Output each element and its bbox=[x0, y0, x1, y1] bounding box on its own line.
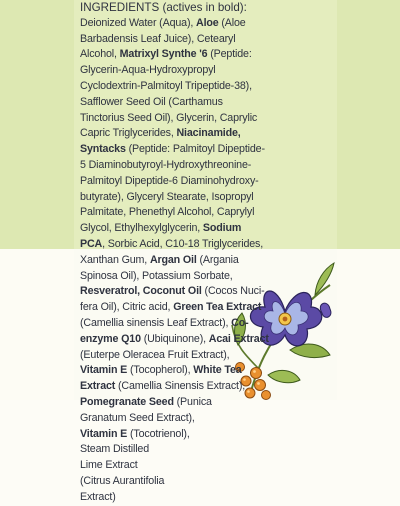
active-ingredient-text: White Tea bbox=[193, 364, 242, 377]
ingredient-line bbox=[80, 269, 332, 285]
ingredient-text: (Cocos Nuci- bbox=[201, 285, 265, 298]
ingredient-text: Palmitoyl Dipeptide-6 Diaminohydroxy- bbox=[80, 174, 259, 187]
active-ingredient-text: Vitamin E bbox=[80, 427, 128, 440]
ingredient-line bbox=[80, 63, 332, 79]
ingredient-text: (Argania bbox=[196, 253, 239, 266]
active-ingredient-text: Aloe bbox=[196, 16, 219, 29]
ingredient-line bbox=[80, 363, 332, 379]
ingredient-line bbox=[80, 316, 332, 332]
ingredient-text: (Ubiquinone), bbox=[140, 332, 209, 345]
ingredient-line bbox=[80, 79, 332, 95]
ingredient-text: Spinosa Oil), Potassium Sorbate, bbox=[80, 269, 233, 282]
ingredients-heading: INGREDIENTS (actives in bold): bbox=[80, 1, 247, 14]
ingredient-text: Xanthan Gum, bbox=[80, 253, 150, 266]
ingredient-text: Safflower Seed Oil (Carthamus bbox=[80, 95, 223, 108]
ingredient-text: Glycerin-Aqua-Hydroxypropyl bbox=[80, 64, 216, 77]
ingredient-line bbox=[80, 379, 332, 395]
active-ingredient-text: Extract bbox=[80, 380, 116, 393]
ingredient-text: (Punica bbox=[173, 395, 212, 408]
ingredient-line bbox=[80, 395, 332, 411]
ingredient-text: Glycol, Ethylhexylglycerin, bbox=[80, 222, 203, 235]
active-ingredient-text: Resveratrol, Coconut Oil bbox=[80, 285, 202, 298]
ingredient-text: fera Oil), Citric acid, bbox=[80, 301, 174, 314]
ingredient-line bbox=[80, 253, 332, 269]
ingredient-text: Granatum Seed Extract), bbox=[80, 411, 195, 424]
active-ingredient-text: Syntacks bbox=[80, 143, 126, 156]
active-ingredient-text: Sodium bbox=[202, 222, 242, 235]
ingredient-line bbox=[80, 474, 332, 490]
ingredient-line bbox=[80, 174, 332, 190]
ingredient-line bbox=[80, 221, 332, 237]
active-ingredient-text: Niacinamide, bbox=[176, 127, 241, 140]
ingredient-line bbox=[80, 411, 332, 427]
active-ingredient-text: Pomegranate Seed bbox=[80, 395, 174, 408]
ingredient-line bbox=[80, 442, 332, 458]
ingredient-line bbox=[80, 490, 332, 506]
ingredient-text: , Sorbic Acid, C10-18 Triglycerides, bbox=[102, 237, 264, 250]
ingredient-line bbox=[80, 190, 332, 206]
ingredient-text: Tinctorius Seed Oil), Glycerin, Caprylic bbox=[80, 111, 258, 124]
ingredient-text: (Tocopherol), bbox=[127, 364, 194, 377]
ingredient-text: Alcohol, bbox=[80, 48, 120, 61]
ingredient-text: (Peptide: Palmitoyl Dipeptide- bbox=[125, 143, 265, 156]
ingredient-line bbox=[80, 111, 332, 127]
active-ingredient-text: Co- bbox=[231, 316, 249, 329]
active-ingredient-text: Vitamin E bbox=[80, 364, 128, 377]
ingredient-text: Lime Extract bbox=[80, 459, 138, 472]
ingredient-line bbox=[80, 205, 332, 221]
ingredient-line bbox=[80, 126, 332, 142]
ingredient-line bbox=[80, 427, 332, 443]
ingredient-line bbox=[80, 16, 332, 32]
ingredient-text: (Aloe bbox=[218, 16, 246, 29]
ingredient-line bbox=[80, 142, 332, 158]
ingredient-line bbox=[80, 458, 332, 474]
ingredient-line bbox=[80, 158, 332, 174]
ingredient-text: Steam Distilled bbox=[80, 443, 150, 456]
ingredient-text: Palmitate, Phenethyl Alcohol, Caprylyl bbox=[80, 206, 255, 219]
ingredient-line bbox=[80, 332, 332, 348]
ingredient-line bbox=[80, 32, 332, 48]
ingredient-line bbox=[80, 237, 332, 253]
ingredient-text: (Tocotrienol), bbox=[127, 427, 190, 440]
ingredient-text: (Citrus Aurantifolia bbox=[80, 474, 165, 487]
ingredient-text: Cyclodextrin-Palmitoyl Tripeptide-38), bbox=[80, 79, 252, 92]
ingredient-text: Barbadensis Leaf Juice), Cetearyl bbox=[80, 32, 236, 45]
active-ingredient-text: Green Tea Extract bbox=[173, 301, 262, 314]
ingredient-line bbox=[80, 284, 332, 300]
ingredient-text: butyrate), Glyceryl Stearate, Isopropyl bbox=[80, 190, 254, 203]
ingredients-list bbox=[80, 0, 332, 506]
ingredient-text: Deionized Water (Aqua), bbox=[80, 16, 196, 29]
active-ingredient-text: enzyme Q10 bbox=[80, 332, 141, 345]
active-ingredient-text: Argan Oil bbox=[149, 253, 197, 266]
ingredient-text: (Euterpe Oleracea Fruit Extract), bbox=[80, 348, 230, 361]
ingredient-text: (Peptide: bbox=[207, 48, 252, 61]
ingredient-text: (Camellia Sinensis Extract), bbox=[115, 380, 246, 393]
active-ingredient-text: PCA bbox=[80, 237, 103, 250]
ingredient-line bbox=[80, 47, 332, 63]
ingredient-text: Extract) bbox=[80, 490, 116, 503]
active-ingredient-text: Acai Extract bbox=[208, 332, 269, 345]
ingredient-text: 5 Diaminobutyroyl-Hydroxythreonine- bbox=[80, 158, 252, 171]
ingredient-line bbox=[80, 95, 332, 111]
active-ingredient-text: Matrixyl Synthe '6 bbox=[119, 48, 208, 61]
ingredient-text: Capric Triglycerides, bbox=[80, 127, 177, 140]
ingredient-line bbox=[80, 300, 332, 316]
ingredient-line bbox=[80, 348, 332, 364]
ingredient-text: (Camellia sinensis Leaf Extract), bbox=[80, 316, 232, 329]
